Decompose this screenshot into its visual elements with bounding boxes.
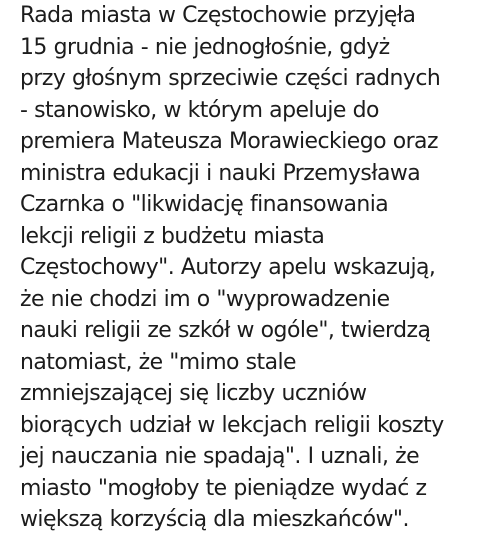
paragraph-line: natomiast, że "mimo stale bbox=[20, 349, 297, 375]
paragraph-line: Rada miasta w Częstochowie przyjęła bbox=[20, 3, 416, 28]
paragraph-line: jej nauczania nie spadają". I uznali, że bbox=[20, 444, 420, 469]
paragraph-line: że nie chodzi im o "wyprowadzenie bbox=[20, 286, 390, 312]
paragraph-line: nauki religii ze szkół w ogóle", twierdzą bbox=[20, 318, 431, 343]
paragraph-line: ministra edukacji i nauki Przemysława bbox=[20, 160, 421, 186]
paragraph-line: premiera Mateusza Morawieckiego oraz bbox=[20, 129, 438, 154]
paragraph-line: biorących udział w lekcjach religii koszty bbox=[20, 412, 444, 438]
paragraph-line: 15 grudnia - nie jednogłośnie, gdyż bbox=[20, 34, 390, 60]
paragraph-line: miasto "mogłoby te pieniądze wydać z bbox=[20, 475, 427, 501]
paragraph-line: Częstochowy". Autorzy apelu wskazują, bbox=[20, 255, 436, 280]
paragraph-line: większą korzyścią dla mieszkańców". bbox=[20, 507, 409, 532]
paragraph-line: - stanowisko, w którym apeluje do bbox=[20, 97, 379, 123]
paragraph-line: Czarnka o "likwidację finansowania bbox=[20, 192, 389, 217]
paragraph-line: zmniejszającej się liczby uczniów bbox=[20, 381, 367, 406]
article-paragraph bbox=[20, 0, 479, 536]
paragraph-line: lekcji religii z budżetu miasta bbox=[20, 223, 325, 249]
paragraph-line: przy głośnym sprzeciwie części radnych bbox=[20, 66, 441, 91]
